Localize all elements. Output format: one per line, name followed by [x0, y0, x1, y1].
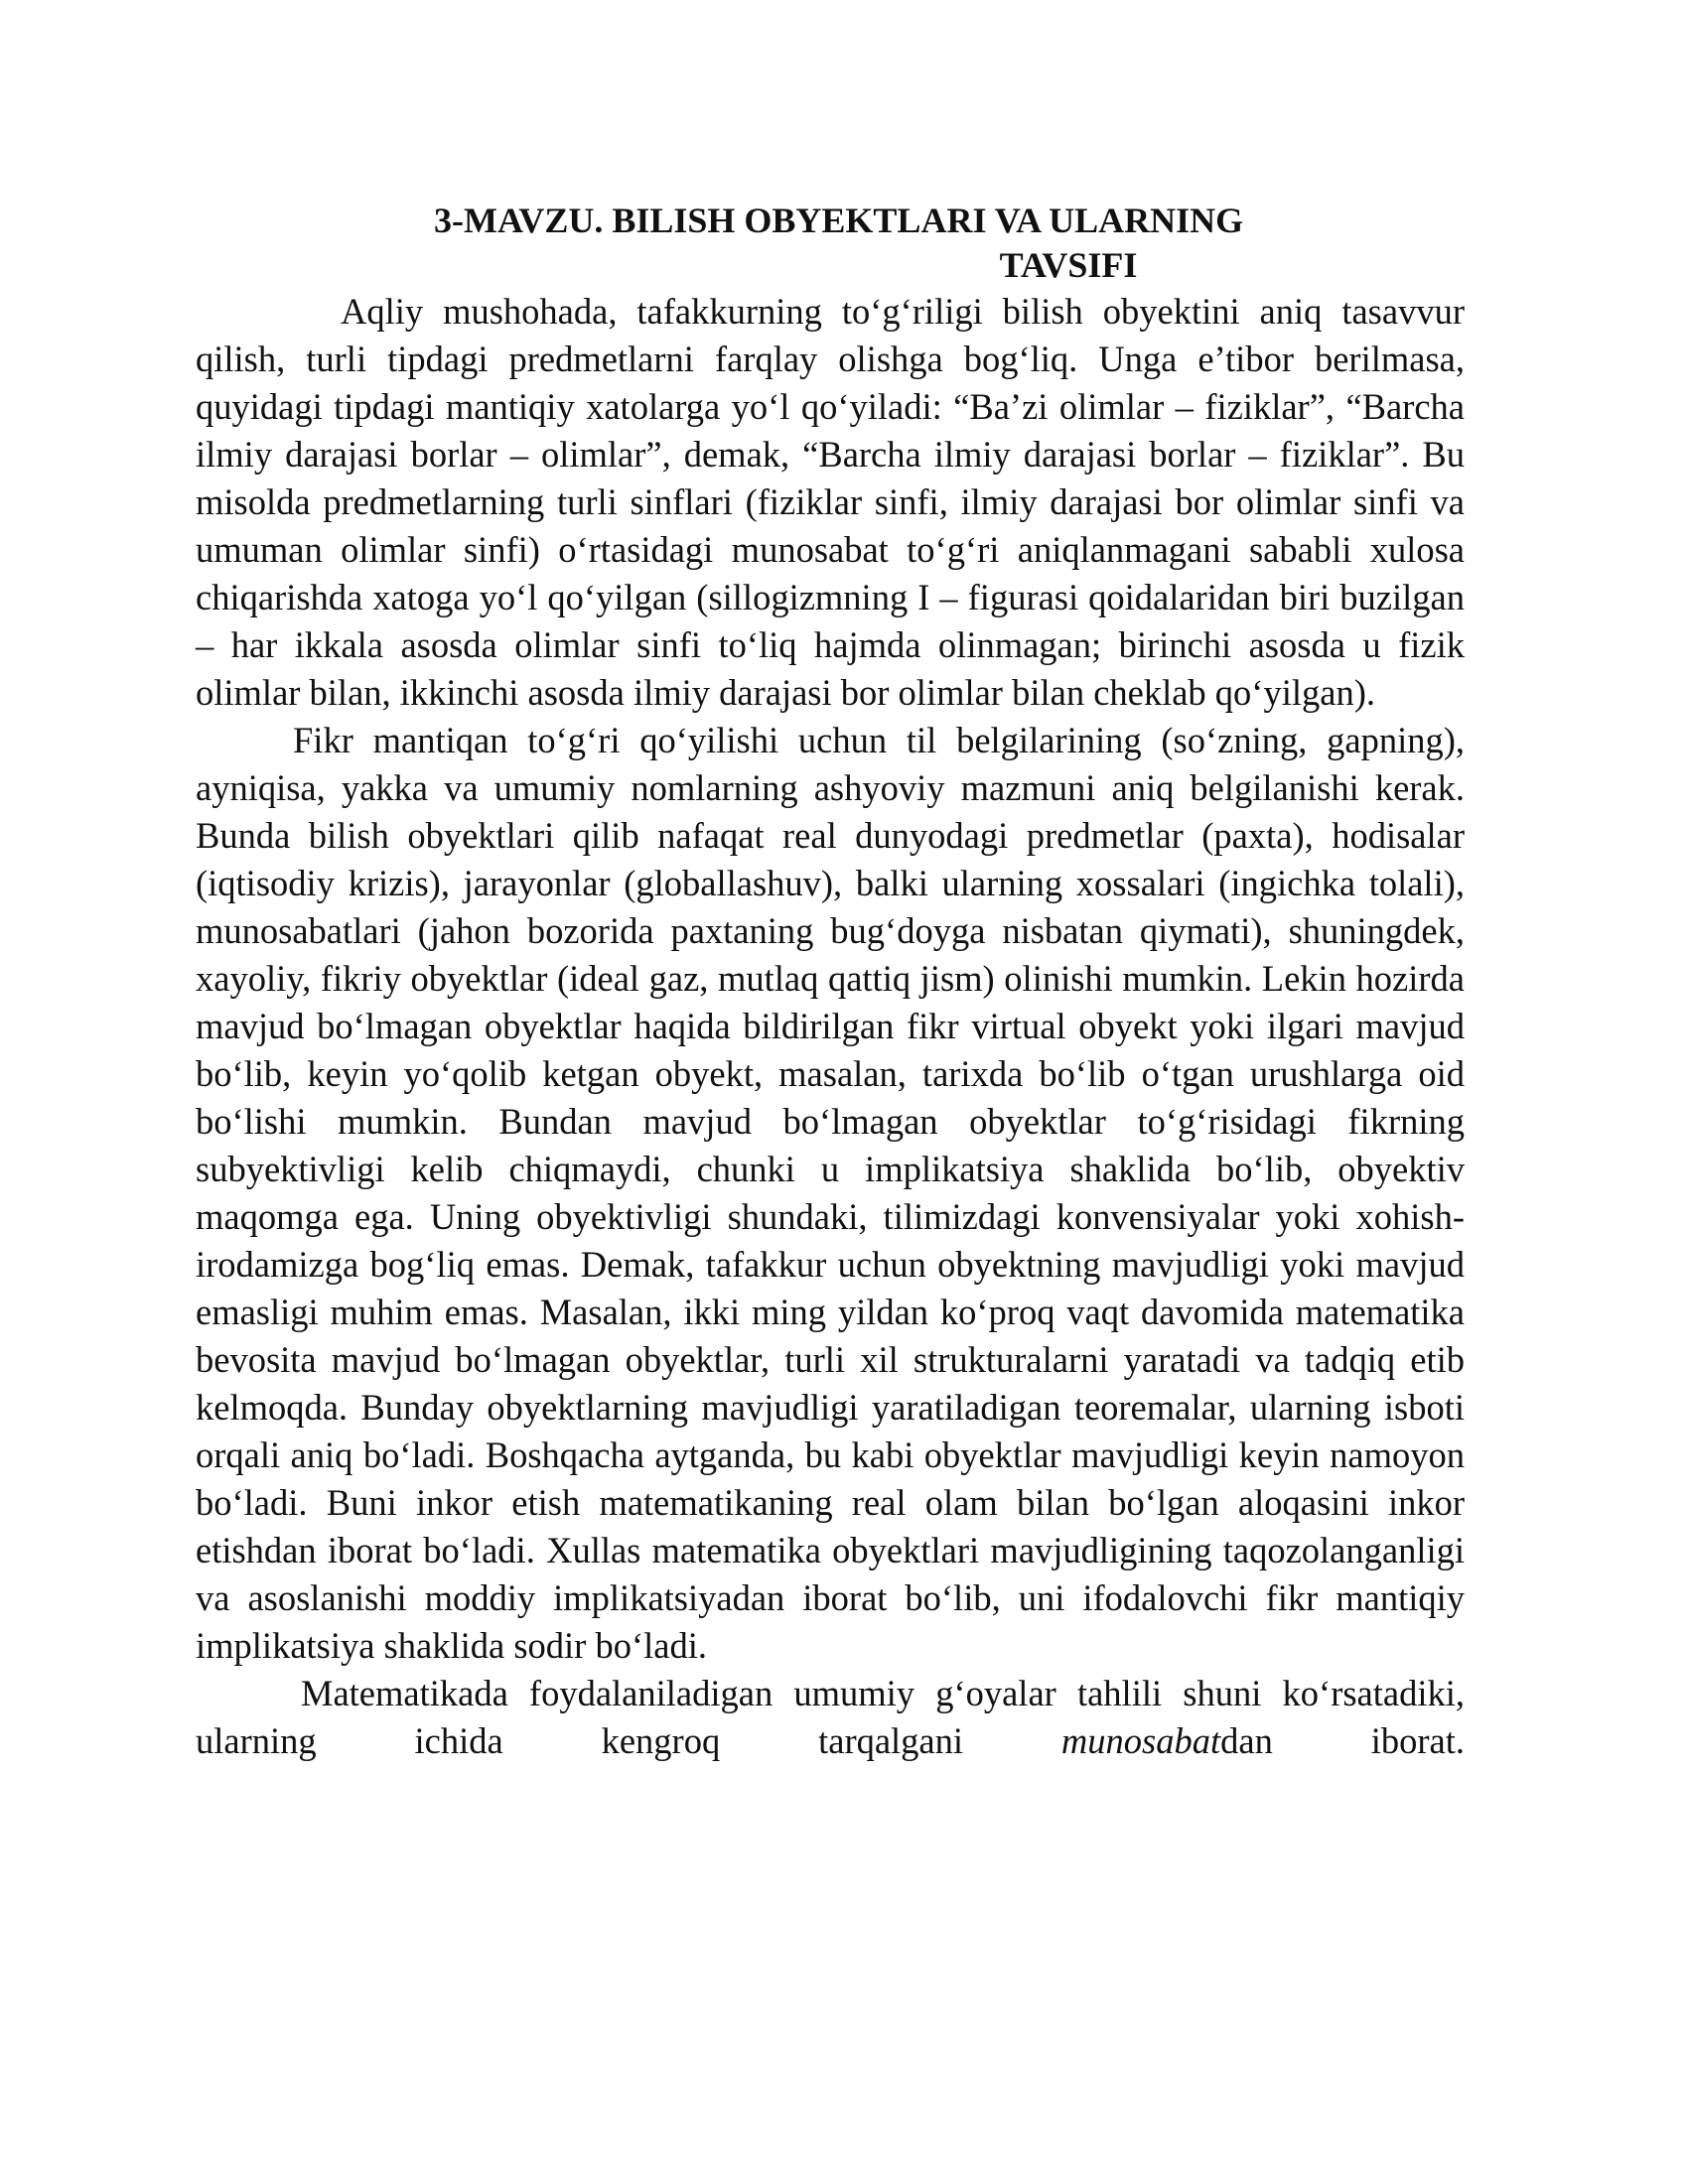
paragraph-3-text-start: Matematikada foydalaniladigan umumiy g‘oyalar tahlili shuni ko‘rsatadiki, ularning ichida kengroq tarqalgani: [196, 1673, 1465, 1761]
title-line-2: TAVSIFI: [999, 245, 1138, 285]
paragraph-2: Fikr mantiqan to‘g‘ri qo‘yilishi uchun til belgilarining (so‘zning, gapning), ayniqisa, yakka va umumiy nomlarning ashyoviy mazmuni aniq belgilanishi kerak. Bunda bilish obyektlari qilib nafaqat real dunyodagi predmetlar (paxta), hodisalar (iqtisodiy krizis), jarayonlar (globallashuv), balki ularning xossalari (ingichka tolali), munosabatlari (jahon bozorida paxtaning bug‘doyga nisbatan qiymati), shuningdek, xayoliy, fikriy obyektlar (ideal gaz, mutlaq qattiq jism) olinishi mumkin. Lekin hozirda mavjud bo‘lmagan obyektlar haqida bildirilgan fikr virtual obyekt yoki ilgari mavjud bo‘lib, keyin yo‘qolib ketgan obyekt, masalan, tarixda bo‘lib o‘tgan urushlarga oid bo‘lishi mumkin. Bundan mavjud bo‘lmagan obyektlar to‘g‘risidagi fikrning subyektivligi kelib chiqmaydi, chunki u implikatsiya shaklida bo‘lib, obyektiv maqomga ega. Uning obyektivligi shundaki, tilimizdagi konvensiyalar yoki xohish-irodamizga bog‘liq emas. Demak, tafakkur uchun obyektning mavjudligi yoki mavjud emasligi muhim emas. Masalan, ikki ming yildan ko‘proq vaqt davomida matematika bevosita mavjud bo‘lmagan obyektlar, turli xil strukturalarni yaratadi va tadqiq etib kelmoqda. Bunday obyektlarning mavjudligi yaratiladigan teoremalar, ularning isboti orqali aniq bo‘ladi. Boshqacha aytganda, bu kabi obyektlar mavjudligi keyin namoyon bo‘ladi. Buni inkor etish matematikaning real olam bilan bo‘lgan aloqasini inkor etishdan iborat bo‘ladi. Xullas matematika obyektlari mavjudligining taqozolanganligi va asoslanishi moddiy implikatsiyadan iborat bo‘lib, uni ifodalovchi fikr mantiqiy implikatsiya shaklida sodir bo‘ladi.: [196, 720, 1465, 1666]
document-title: [196, 199, 1465, 288]
paragraph-3: [196, 1670, 1465, 1765]
paragraph-1: Aqliy mushohada, tafakkurning to‘g‘riligi bilish obyektini aniq tasavvur qilish, turli tipdagi predmetlarni farqlay olishga bog‘liq. Unga e’tibor berilmasa, quyidagi tipdagi mantiqiy xatolarga yo‘l qo‘yiladi: “Ba’zi olimlar – fiziklar”, “Barcha ilmiy darajasi borlar – olimlar”, demak, “Barcha ilmiy darajasi borlar – fiziklar”. Bu misolda predmetlarning turli sinflari (fiziklar sinfi, ilmiy darajasi bor olimlar sinfi va umuman olimlar sinfi) o‘rtasidagi munosabat to‘g‘ri aniqlanmagani sababli xulosa chiqarishda xatoga yo‘l qo‘yilgan (sillogizmning I – figurasi qoidalaridan biri buzilgan – har ikkala asosda olimlar sinfi to‘liq hajmda olinmagan; birinchi asosda u fizik olimlar bilan, ikkinchi asosda ilmiy darajasi bor olimlar bilan cheklab qo‘yilgan).: [196, 291, 1465, 713]
document-page: [196, 199, 1465, 1765]
paragraph-3-italic-term: munosabat: [1060, 1720, 1221, 1761]
paragraph-3-text-end: dan iborat.: [1220, 1720, 1465, 1761]
title-line-1: 3-MAVZU. BILISH OBYEKTLARI VA ULARNING: [434, 201, 1244, 240]
